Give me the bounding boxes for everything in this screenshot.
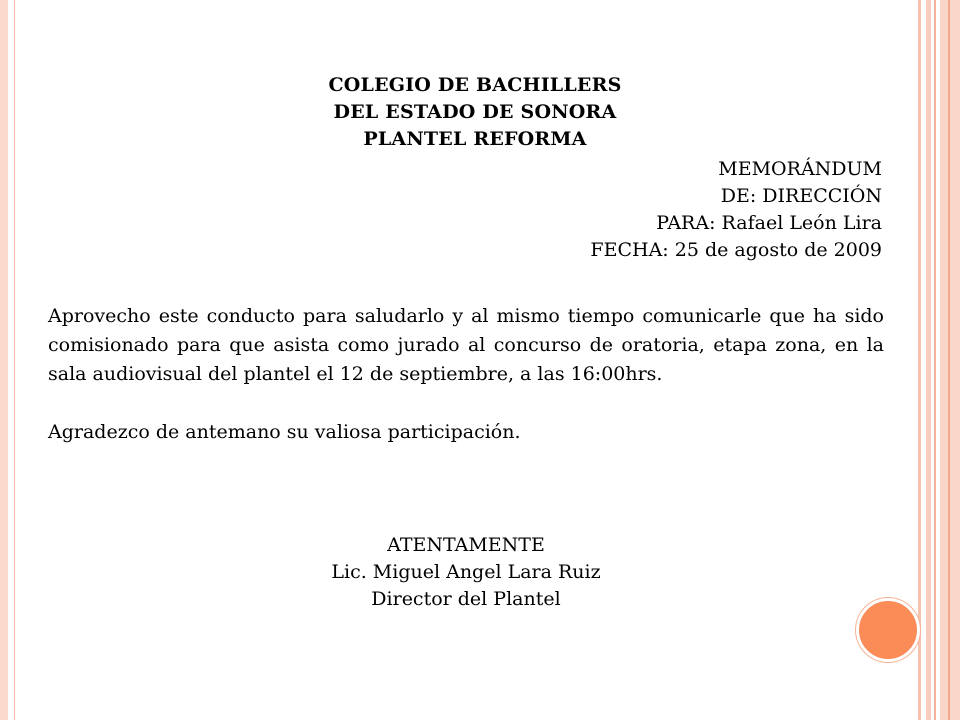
signature-closing: ATENTAMENTE bbox=[387, 534, 545, 556]
institution-header bbox=[190, 72, 760, 153]
decorative-circle bbox=[856, 598, 920, 662]
header-line-2: DEL ESTADO DE SONORA bbox=[333, 101, 617, 123]
memo-body bbox=[48, 302, 884, 447]
signature-name: Lic. Miguel Angel Lara Ruiz bbox=[331, 561, 601, 583]
signature-block bbox=[246, 532, 686, 613]
left-decorative-stripe bbox=[0, 0, 8, 720]
right-stripe bbox=[940, 0, 960, 720]
header-line-3: PLANTEL REFORMA bbox=[363, 128, 587, 150]
right-stripe bbox=[934, 0, 936, 720]
body-paragraph-2: Agradezco de antemano su valiosa participación. bbox=[48, 421, 521, 443]
right-stripe bbox=[918, 0, 921, 720]
right-decorative-stripes bbox=[918, 0, 960, 720]
header-line-1: COLEGIO DE BACHILLERS bbox=[328, 74, 622, 96]
body-paragraph-1: Aprovecho este conducto para saludarlo y al mismo tiempo comunicarle que ha sido comisionado para que asista como jurado al concurso de oratoria, etapa zona, en la sala audiovisual del plantel el 12 de septiembre, a las 16:00hrs. bbox=[48, 305, 884, 385]
memo-metadata bbox=[382, 156, 882, 264]
memo-date: FECHA: 25 de agosto de 2009 bbox=[590, 239, 882, 261]
signature-title: Director del Plantel bbox=[371, 588, 561, 610]
right-stripe bbox=[948, 0, 950, 720]
left-decorative-border bbox=[0, 0, 15, 720]
right-stripe bbox=[926, 0, 931, 720]
memo-type: MEMORÁNDUM bbox=[718, 158, 882, 180]
memo-to: PARA: Rafael León Lira bbox=[656, 212, 882, 234]
memo-from: DE: DIRECCIÓN bbox=[720, 185, 882, 207]
